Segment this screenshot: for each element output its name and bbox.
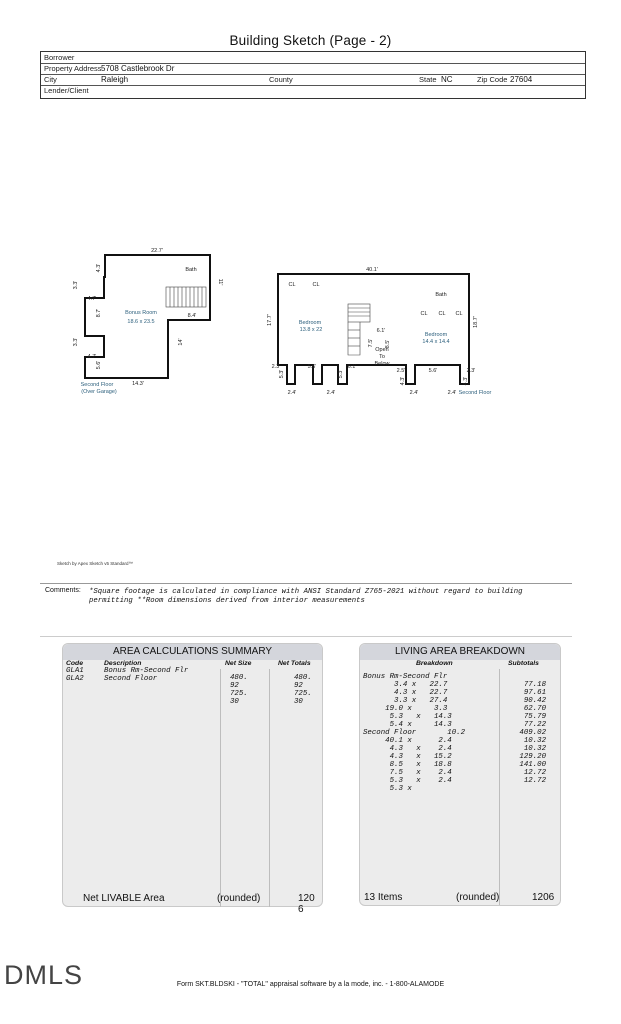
right-floor-label: Second Floor (458, 390, 492, 396)
bedroom2-size: 14.4 x 14.4 (422, 339, 450, 345)
dim-left-3-3b: 3.3' (73, 337, 79, 347)
area-col-divider-2 (269, 669, 270, 907)
right-bath-label: Bath (435, 292, 447, 298)
right-stair (348, 304, 370, 322)
bonus-room-size: 18.6 x 23.5 (127, 319, 155, 325)
living-breakdown-title: LIVING AREA BREAKDOWN (360, 644, 560, 660)
dim-right-5-3a: 5.3' (279, 369, 285, 379)
area-rounded-label: (rounded) (217, 893, 261, 904)
left-bath-label: Bath (185, 267, 197, 273)
breakdown-total: 1206 (532, 892, 555, 903)
dim-right-top: 40.1' (366, 267, 378, 273)
dim-left-top: 22.7' (151, 248, 163, 254)
closet-label-3: CL (420, 311, 428, 317)
bedroom2-name: Bedroom (424, 332, 448, 338)
dim-right-4-3b: 4.3' (463, 376, 469, 386)
living-breakdown-panel (359, 643, 561, 906)
comments-text (89, 588, 559, 605)
subtotal-rows: 77.18 97.61 90.42 62.70 75.79 77.22 409.02 10.32 10.32 129.20 141.00 12.72 12.72 (519, 681, 547, 785)
dim-left-8-4: 8.4' (187, 313, 197, 319)
dim-right-18-7: 18.7' (473, 316, 479, 328)
dim-left-8-7: 8.7' (96, 308, 102, 318)
breakdown-rows: Bonus Rm-Second Flr 3.4 x 22.7 4.3 x 22.7 3.3 x 27.4 19.0 x 3.3 5.3 x 14.3 5.4 x 14.3 Second Floor 10.2 40.1 x 2.4 4.3 x 2.4 4.3 x 15.2 8.5 x 18.8 7.5 x 2.4 5.3 x 2.4 5.3 x (363, 673, 466, 793)
dmls-watermark: DMLS (4, 960, 84, 990)
dim-left-11: 11' (217, 278, 223, 286)
net-livable-label: Net LIVABLE Area (83, 893, 165, 904)
items-count: 13 Items (364, 892, 403, 903)
left-floor-label-1: Second Floor (80, 382, 114, 388)
dim-right-2-4b: 2.4' (326, 390, 336, 396)
dim-left-14: 14' (178, 338, 184, 346)
col-net-size: Net Size (225, 660, 252, 667)
dim-right-2-3a: 2.3' (271, 364, 281, 370)
col-code: Code (66, 660, 83, 667)
comments-label: Comments: (45, 587, 81, 594)
bonus-room-name: Bonus Room (125, 310, 157, 316)
dim-left-4-7a: 4.7' (87, 296, 97, 302)
net-livable-value: 120 6 (298, 893, 315, 915)
state-value: NC (441, 75, 453, 84)
dim-right-8-5: 8.5' (385, 339, 391, 349)
open-label-2: To (379, 354, 385, 360)
breakdown-rounded-label: (rounded) (456, 892, 500, 903)
dim-right-5-6b: 5.6' (428, 368, 438, 374)
left-floor-label-2: (Over Garage) (81, 389, 117, 395)
dim-right-2-5: 2.5' (396, 368, 406, 374)
dim-right-2-3b: 2.3' (466, 368, 476, 374)
area-net-totals: 480. 92 725. 30 (294, 674, 312, 706)
dim-left-4-3: 4.3' (96, 263, 102, 273)
comments-line-1: *Square footage is calculated in compliance with ANSI Standard Z765-2021 without regard to building (89, 588, 523, 596)
floor-plan-sketch (0, 0, 621, 420)
dim-right-2-4a: 2.4' (287, 390, 297, 396)
dim-left-4-7b: 4.7' (87, 354, 97, 360)
open-label-1: Open (375, 347, 389, 353)
dim-right-6-1b: 6.1' (347, 364, 357, 370)
col-subtotals: Subtotals (508, 660, 539, 667)
comments-line-2: permitting **Room dimensions derived from interior measurements (89, 596, 365, 605)
zip-value: 27604 (510, 75, 533, 84)
col-net-totals: Net Totals (278, 660, 311, 667)
dim-right-5-6a: 5.6' (307, 364, 317, 370)
bedroom1-name: Bedroom (298, 320, 322, 326)
property-label: Property Address (44, 64, 102, 73)
comments-divider (40, 583, 572, 584)
area-col-divider-1 (220, 669, 221, 907)
area-descriptions: Bonus Rm-Second Flr Second Floor (104, 667, 189, 683)
dim-right-2-4d: 2.4' (447, 390, 457, 396)
area-calculations-panel (62, 643, 323, 915)
form-footer: Form SKT.BLDSKI - "TOTAL" appraisal software by a la mode, inc. - 1-800-ALAMODE (176, 981, 445, 988)
bedroom1-size: 13.8 x 22 (299, 327, 323, 333)
dim-right-5-3b: 5.3' (338, 369, 344, 379)
dim-right-17-7: 17.7' (267, 314, 273, 326)
section-divider (40, 636, 572, 637)
page-title: Building Sketch (Page - 2) (229, 33, 392, 48)
property-value: 5708 Castlebrook Dr (101, 64, 175, 73)
area-codes: GLA1 GLA2 (66, 667, 84, 683)
breakdown-col-divider (499, 669, 500, 905)
col-breakdown: Breakdown (416, 660, 453, 667)
area-net-sizes: 480. 92 725. 30 (230, 674, 248, 706)
closet-label-4: CL (438, 311, 446, 317)
lender-label: Lender/Client (44, 86, 89, 95)
closet-label-5: CL (455, 311, 463, 317)
zip-label: Zip Code (477, 75, 508, 84)
borrower-label: Borrower (44, 53, 75, 62)
dim-left-5-6: 5.6' (96, 360, 102, 370)
closet-label-2: CL (312, 282, 320, 288)
city-label: City (44, 75, 57, 84)
dim-left-14-3: 14.3' (132, 381, 144, 387)
county-label: County (269, 75, 293, 84)
col-description: Description (104, 660, 142, 667)
dim-right-2-4c: 2.4' (409, 390, 419, 396)
dim-right-4-3a: 4.3' (400, 376, 406, 386)
area-calculations-title: AREA CALCULATIONS SUMMARY (63, 644, 322, 660)
dim-left-3-3a: 3.3' (73, 280, 79, 290)
open-label-3: Below (374, 361, 390, 367)
closet-label-1: CL (288, 282, 296, 288)
state-label: State (419, 75, 437, 84)
dim-right-7-5: 7.5' (368, 338, 374, 348)
dim-right-6-1a: 6.1' (376, 328, 386, 334)
sketch-credit: Sketch by Apex Sketch v5 Standard™ (57, 561, 134, 566)
city-value: Raleigh (101, 75, 129, 84)
